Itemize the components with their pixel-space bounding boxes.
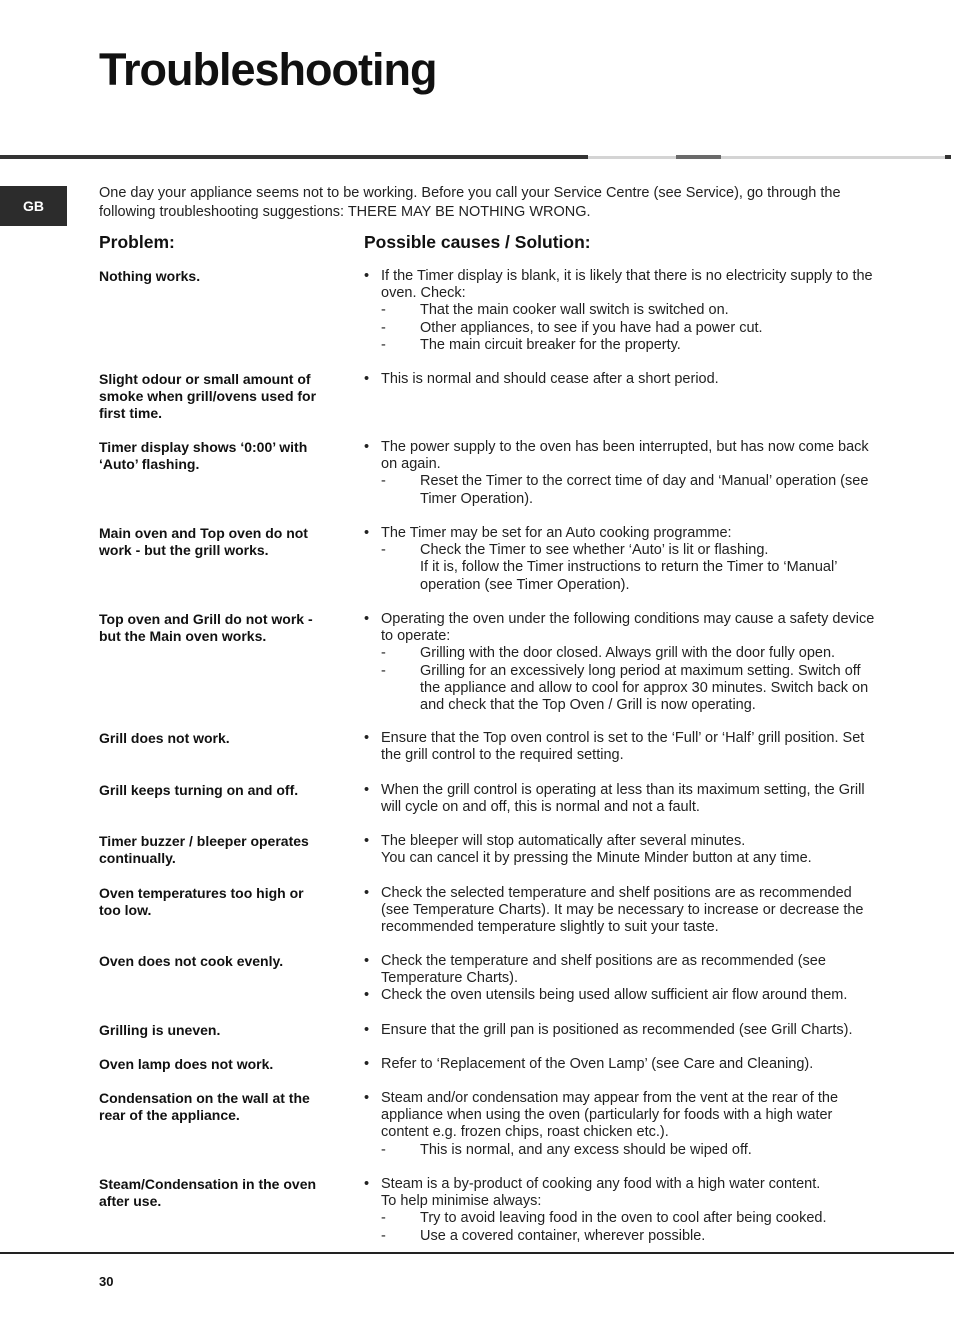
header-rule-end — [945, 155, 951, 159]
solution-text: Grilling for an excessively long period at maximum setting. Switch off the appliance and allow to cool for approx 30 minutes. Switch back on and check that the Top Oven / Grill is now operating. — [420, 662, 869, 714]
solution-bullet — [364, 1022, 879, 1039]
solution-continued — [364, 1193, 879, 1210]
bullet-marker: • — [364, 833, 370, 849]
solution-text: Grilling with the door closed. Always grill with the door fully open. — [420, 645, 836, 662]
problem-text: Grilling is uneven. — [99, 1022, 221, 1038]
solution-bullet — [364, 611, 879, 645]
solution-text: To help minimise always: — [381, 1193, 542, 1210]
header-rule-dark — [0, 155, 588, 159]
bullet-marker: • — [364, 439, 370, 455]
solution-text: Ensure that the grill pan is positioned as recommended (see Grill Charts). — [381, 1022, 853, 1038]
solution-text: This is normal and should cease after a short period. — [381, 371, 719, 387]
solution-list — [364, 1022, 879, 1039]
problem-text: Slight odour or small amount of smoke when grill/ovens used for first time. — [99, 371, 317, 422]
dash-marker: - — [381, 662, 386, 679]
bullet-marker: • — [364, 987, 370, 1004]
solution-list — [364, 730, 879, 764]
bullet-marker: • — [364, 1056, 370, 1072]
solution-bullet — [364, 268, 879, 302]
solution-list — [364, 1090, 879, 1159]
problem-text: Timer display shows ‘0:00’ with ‘Auto’ flashing. — [99, 439, 308, 473]
language-tab: GB — [0, 186, 67, 226]
solution-text: Steam and/or condensation may appear from the vent at the rear of the appliance when using the oven (particularly for foods with a high water content e.g. frozen chips, roast chicken etc.). — [381, 1090, 839, 1141]
causes-column-header: Possible causes / Solution: — [364, 232, 591, 252]
solution-text: Reset the Timer to the correct time of day and ‘Manual’ operation (see Timer Operation). — [420, 473, 869, 507]
bullet-marker: • — [364, 525, 370, 541]
solution-text: Check the oven utensils being used allow sufficient air flow around them. — [381, 987, 848, 1004]
problem-text: Timer buzzer / bleeper operates continually. — [99, 833, 309, 867]
solution-bullet — [364, 987, 879, 1004]
solution-continued — [364, 850, 879, 867]
solution-text: Check the selected temperature and shelf positions are as recommended (see Temperature Charts). It may be necessary to increase or decrease the recommended temperature slightly to suit your taste. — [381, 885, 864, 936]
solution-bullet — [364, 525, 879, 542]
solution-text: Check the Timer to see whether ‘Auto’ is lit or flashing. — [420, 542, 769, 559]
solution-bullet — [364, 953, 879, 987]
problem-text: Oven lamp does not work. — [99, 1056, 274, 1072]
solution-text: Try to avoid leaving food in the oven to cool after being cooked. — [420, 1210, 827, 1227]
dash-marker: - — [381, 473, 386, 490]
solution-subitem — [364, 663, 879, 715]
page-number: 30 — [99, 1274, 114, 1289]
solution-bullet — [364, 833, 879, 850]
solution-list — [364, 1176, 879, 1245]
solution-subitem-continued — [364, 559, 879, 593]
dash-marker: - — [381, 645, 386, 662]
bullet-marker: • — [364, 268, 370, 284]
problem-text: Grill does not work. — [99, 730, 230, 746]
bullet-marker: • — [364, 885, 370, 901]
solution-text: That the main cooker wall switch is switched on. — [420, 302, 729, 319]
dash-marker: - — [381, 319, 386, 336]
solution-list — [364, 885, 879, 937]
solution-subitem — [364, 645, 879, 662]
bullet-marker: • — [364, 1022, 370, 1038]
solution-text: Check the temperature and shelf positions are as recommended (see Temperature Charts). — [381, 953, 826, 987]
solution-text: You can cancel it by pressing the Minute Minder button at any time. — [381, 850, 812, 867]
problem-text: Steam/Condensation in the oven after use. — [99, 1176, 317, 1210]
header-rule-light — [721, 156, 945, 159]
solution-subitem — [364, 1228, 879, 1245]
solution-text: The bleeper will stop automatically after several minutes. — [381, 833, 746, 849]
problem-text: Grill keeps turning on and off. — [99, 782, 299, 798]
problem-text: Oven temperatures too high or too low. — [99, 885, 304, 919]
header-rule-light — [588, 156, 676, 159]
solution-text: If the Timer display is blank, it is likely that there is no electricity supply to the oven. Check: — [381, 268, 873, 302]
solution-list — [364, 1056, 879, 1073]
solution-list — [364, 953, 879, 1005]
dash-marker: - — [381, 1227, 386, 1244]
solution-subitem — [364, 1142, 879, 1159]
solution-list — [364, 833, 879, 867]
solution-list — [364, 268, 879, 354]
solution-list — [364, 611, 879, 714]
bullet-marker: • — [364, 611, 370, 627]
solution-bullet — [364, 782, 879, 816]
problem-text: Top oven and Grill do not work - but the Main oven works. — [99, 611, 313, 645]
solution-text: The Timer may be set for an Auto cooking programme: — [381, 525, 732, 541]
dash-marker: - — [381, 1141, 386, 1158]
solution-bullet — [364, 439, 879, 473]
solution-text: This is normal, and any excess should be wiped off. — [420, 1141, 752, 1158]
solution-text: Operating the oven under the following conditions may cause a safety device to operate: — [381, 611, 875, 645]
solution-list — [364, 371, 879, 388]
bullet-marker: • — [364, 953, 370, 969]
solution-bullet — [364, 371, 879, 388]
dash-marker: - — [381, 542, 386, 559]
bullet-marker: • — [364, 1176, 370, 1192]
dash-marker: - — [381, 336, 386, 353]
dash-marker: - — [381, 302, 386, 319]
page-title: Troubleshooting — [99, 44, 437, 95]
bullet-marker: • — [364, 1090, 370, 1106]
bullet-marker: • — [364, 371, 370, 387]
solution-text: If it is, follow the Timer instructions to return the Timer to ‘Manual’ operation (see Timer Operation). — [420, 559, 837, 593]
solution-text: Use a covered container, wherever possible. — [420, 1227, 706, 1244]
solution-bullet — [364, 885, 879, 937]
solution-list — [364, 439, 879, 508]
solution-subitem — [364, 337, 879, 354]
header-rule-mid — [676, 155, 721, 159]
solution-subitem — [364, 473, 879, 507]
solution-bullet — [364, 730, 879, 764]
bullet-marker: • — [364, 730, 370, 746]
solution-text: When the grill control is operating at less than its maximum setting, the Grill will cycle on and off, this is normal and not a fault. — [381, 782, 865, 816]
solution-bullet — [364, 1056, 879, 1073]
solution-subitem — [364, 542, 879, 559]
solution-subitem — [364, 302, 879, 319]
problem-text: Main oven and Top oven do not work - but the grill works. — [99, 525, 308, 559]
problem-text: Nothing works. — [99, 268, 201, 284]
solution-bullet — [364, 1176, 879, 1193]
footer-rule — [0, 1252, 954, 1254]
solution-text: Steam is a by-product of cooking any food with a high water content. — [381, 1176, 821, 1192]
solution-text: The main circuit breaker for the property. — [420, 336, 681, 353]
solution-subitem — [364, 320, 879, 337]
dash-marker: - — [381, 1210, 386, 1227]
problem-column-header: Problem: — [99, 232, 175, 252]
problem-text: Oven does not cook evenly. — [99, 953, 284, 969]
solution-text: Refer to ‘Replacement of the Oven Lamp’ (see Care and Cleaning). — [381, 1056, 814, 1072]
solution-text: The power supply to the oven has been interrupted, but has now come back on again. — [381, 439, 869, 473]
intro-paragraph: One day your appliance seems not to be working. Before you call your Service Centre (see Service), go through the following troubleshooting suggestions: THERE MAY BE NOTHING WRONG. — [99, 185, 841, 220]
bullet-marker: • — [364, 782, 370, 798]
solution-bullet — [364, 1090, 879, 1142]
solution-text: Ensure that the Top oven control is set to the ‘Full’ or ‘Half’ grill position. Set the grill control to the required setting. — [381, 730, 865, 764]
solution-text: Other appliances, to see if you have had a power cut. — [420, 319, 763, 336]
solution-subitem — [364, 1210, 879, 1227]
problem-text: Condensation on the wall at the rear of the appliance. — [99, 1090, 310, 1124]
solution-list — [364, 782, 879, 816]
solution-list — [364, 525, 879, 594]
